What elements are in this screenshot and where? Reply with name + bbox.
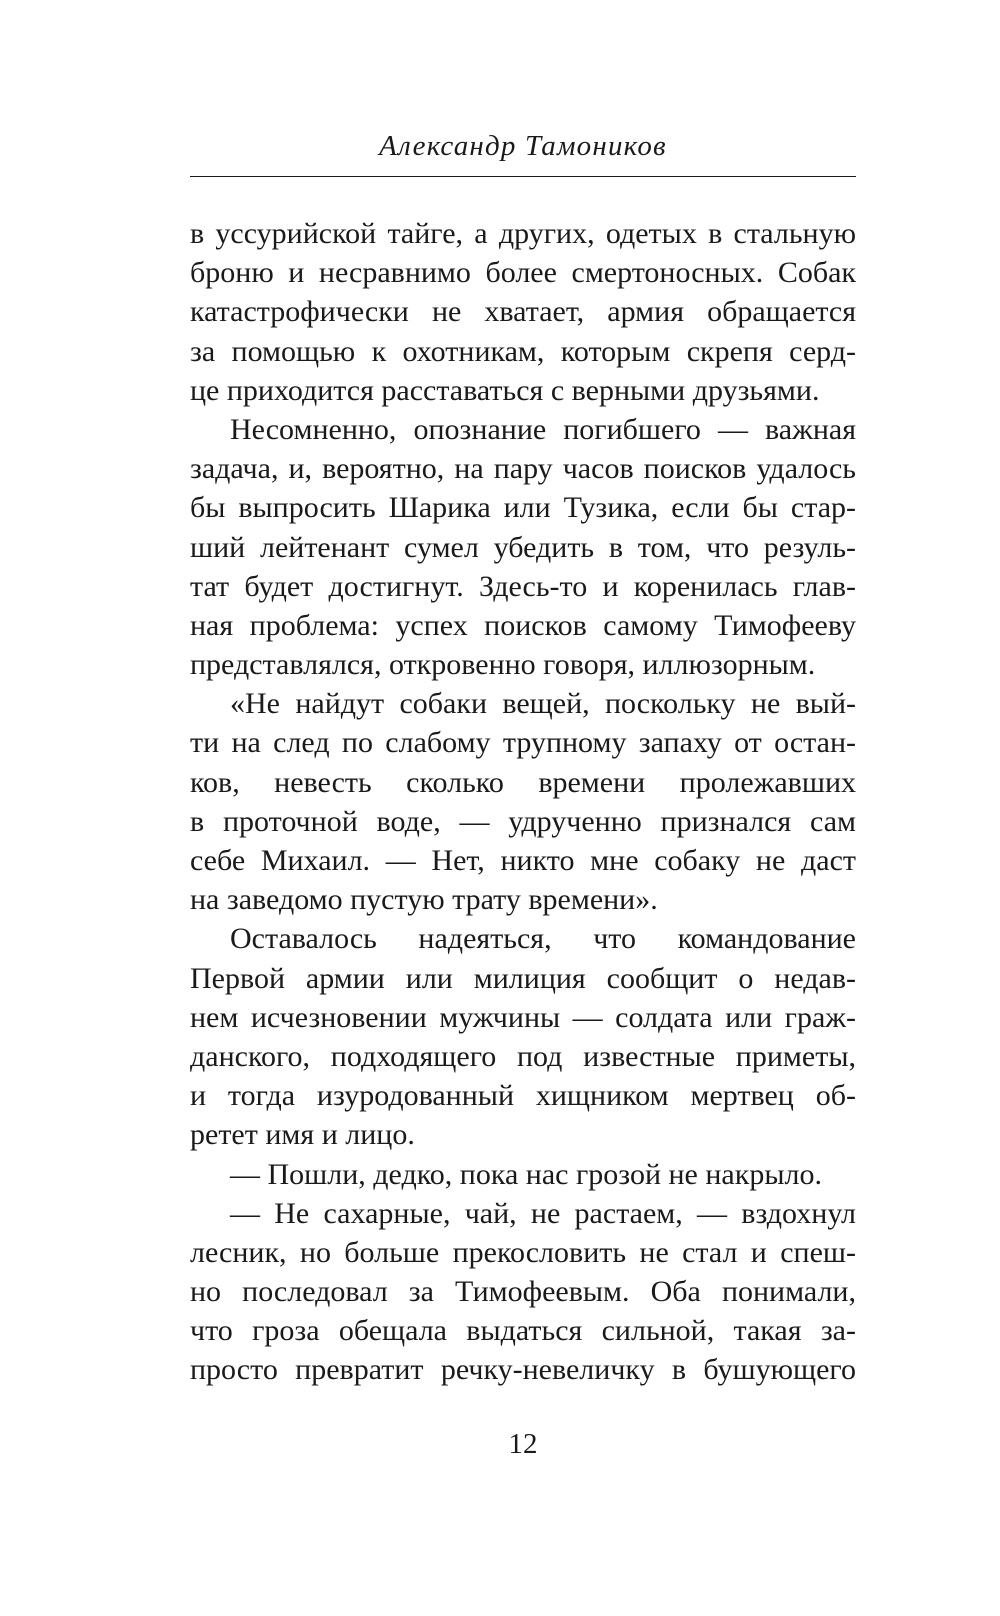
text-line: данского, подходящего под известные приметы, [190,1039,856,1073]
text-line: лесник, но больше прекословить не стал и спеш- [190,1235,856,1269]
text-line: представлялся, откровенно говоря, иллюзорным. [190,648,816,682]
text-line: ная проблема: успех поисков самому Тимофееву [190,608,856,642]
text-line: броню и несравнимо более смертоносных. Собак [190,256,856,290]
text-line: задача, и, вероятно, на пару часов поисков удалось [190,452,856,486]
text-line: и тогда изуродованный хищником мертвец об- [190,1079,856,1113]
running-head: Александр Тамоников [379,130,667,162]
text-line: ти на след по слабому трупному запаху от остан- [190,726,856,760]
text-line: «Не найдут собаки вещей, поскольку не вый- [230,687,856,721]
text-line: себе Михаил. — Нет, никто мне собаку не даст [190,844,856,877]
text-line: тат будет достигнут. Здесь-то и коренилась глав- [190,569,856,603]
text-line: что гроза обещала выдаться сильной, такая за- [190,1314,856,1348]
text-line: ков, невесть сколько времени пролежавших [190,765,856,799]
text-line: просто превратит речку-невеличку в бушующего [190,1353,856,1387]
text-line: бы выпросить Шарика или Тузика, если бы стар- [190,491,856,525]
text-line: ший лейтенант сумел убедить в том, что резуль- [190,530,856,564]
text-line: но последовал за Тимофеевым. Оба понимали, [190,1275,856,1309]
text-line: Первой армии или милиция сообщит о недав- [190,961,856,995]
text-line: — Пошли, дедко, пока нас грозой не накрыло. [230,1157,822,1191]
text-line: ретет имя и лицо. [190,1118,415,1152]
text-line: Оставалось надеяться, что командование [230,922,856,956]
text-line: Несомненно, опознание погибшего — важная [230,412,856,446]
text-line: нем исчезновении мужчины — солдата или граж- [190,1000,856,1034]
header-rule [190,176,856,177]
text-line: це приходится расставаться с верными друзьями. [190,373,820,407]
text-line: — Не сахарные, чай, не растаем, — вздохнул [230,1196,856,1230]
body-text [190,214,856,1390]
text-line: в уссурийской тайге, а других, одетых в стальную [190,217,856,250]
text-line: катастрофически не хватает, армия обращается [190,295,856,329]
text-line: в проточной воде, — удрученно признался сам [190,804,856,838]
text-line: за помощью к охотникам, которым скрепя серд- [190,334,856,368]
text-line: на заведомо пустую трату времени». [190,883,658,917]
page-number: 12 [508,1428,538,1460]
